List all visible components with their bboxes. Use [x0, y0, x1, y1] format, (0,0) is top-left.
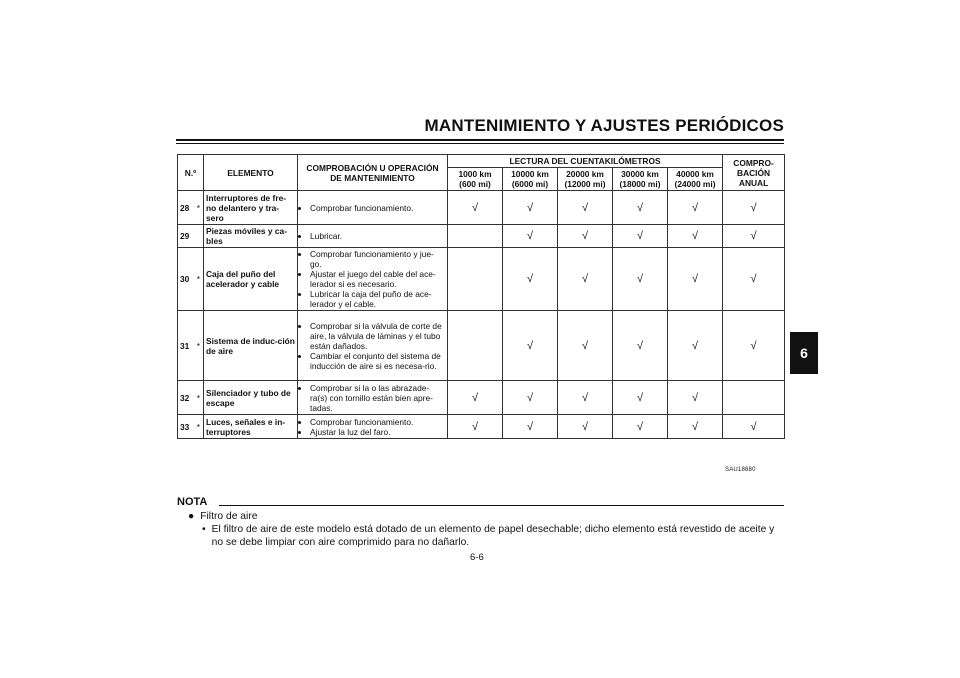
row-operation: [298, 248, 448, 311]
annual-check: √: [723, 415, 785, 439]
interval-check: √: [558, 311, 613, 381]
page-number: 6-6: [470, 552, 484, 563]
maintenance-table: [177, 154, 785, 439]
nota-bullet-2: El filtro de aire de este modelo está dotado de un elemento de papel desechable; dicho elemento está revestido de aceite y no se debe limpiar con aire comprimido para no dañarlo.: [211, 524, 775, 548]
chapter-tab[interactable]: 6: [790, 332, 818, 374]
title-rule: [176, 139, 784, 141]
title-rule-thin: [176, 143, 784, 144]
interval-mi: (18000 mi): [619, 179, 661, 189]
interval-check: √: [613, 191, 668, 225]
row-element: Luces, señales e in-terruptores: [204, 415, 298, 439]
interval-check: √: [503, 225, 558, 248]
interval-check: √: [503, 311, 558, 381]
interval-check: √: [503, 381, 558, 415]
row-number: [178, 381, 204, 415]
header-interval: [668, 168, 723, 191]
interval-km: 10000 km: [511, 169, 549, 179]
interval-check: √: [668, 381, 723, 415]
interval-check: √: [613, 225, 668, 248]
row-number: [178, 225, 204, 248]
interval-check: √: [668, 225, 723, 248]
header-annual: COMPRO-BACIÓN ANUAL: [723, 155, 785, 191]
annual-check: √: [723, 225, 785, 248]
interval-check: √: [448, 415, 503, 439]
nota-rule: [219, 505, 784, 506]
interval-km: 30000 km: [621, 169, 659, 179]
interval-check: √: [503, 248, 558, 311]
row-operation: [298, 415, 448, 439]
interval-check: √: [558, 248, 613, 311]
nota-label: NOTA: [177, 496, 208, 508]
filled-bullet-icon: ●: [188, 511, 195, 522]
row-number-text: 30: [180, 274, 190, 284]
annual-check: √: [723, 311, 785, 381]
interval-check: √: [668, 248, 723, 311]
operation-item: • Comprobar funcionamiento y jue-go.: [310, 249, 445, 269]
interval-check: [448, 248, 503, 311]
interval-mi: (24000 mi): [674, 179, 716, 189]
dealer-service-marker: *: [196, 392, 200, 403]
interval-check: [448, 311, 503, 381]
dealer-service-marker: *: [196, 340, 200, 351]
dealer-service-marker: *: [196, 421, 200, 432]
interval-check: √: [558, 415, 613, 439]
document-code: SAU18680: [725, 467, 756, 473]
interval-check: √: [613, 311, 668, 381]
annual-check: √: [723, 248, 785, 311]
table-row: [178, 225, 785, 248]
interval-check: √: [503, 415, 558, 439]
header-odometer: LECTURA DEL CUENTAKILÓMETROS: [448, 155, 723, 168]
header-interval: [613, 168, 668, 191]
row-number: [178, 191, 204, 225]
row-number: [178, 415, 204, 439]
interval-check: √: [448, 191, 503, 225]
header-interval: [558, 168, 613, 191]
table-row: [178, 248, 785, 311]
row-operation: [298, 191, 448, 225]
operation-item: • Lubricar.: [310, 231, 445, 241]
interval-check: √: [448, 381, 503, 415]
interval-check: √: [613, 415, 668, 439]
interval-check: √: [668, 415, 723, 439]
header-interval: [503, 168, 558, 191]
dot-bullet-icon: •: [202, 524, 206, 535]
interval-check: √: [558, 381, 613, 415]
row-number-text: 32: [180, 392, 190, 403]
table-row: [178, 381, 785, 415]
dealer-service-marker: *: [196, 202, 200, 213]
interval-check: √: [558, 191, 613, 225]
operation-item: • Comprobar funcionamiento.: [310, 417, 445, 427]
interval-km: 40000 km: [676, 169, 714, 179]
interval-mi: (600 mi): [459, 179, 491, 189]
row-operation: [298, 311, 448, 381]
nota-body: [188, 510, 788, 549]
operation-item: • Ajustar el juego del cable del ace-lerador si es necesario.: [310, 269, 445, 289]
interval-mi: (6000 mi): [511, 179, 549, 189]
row-element: Silenciador y tubo de escape: [204, 381, 298, 415]
row-operation: [298, 225, 448, 248]
row-element: Interruptores de fre-no delantero y tra-sero: [204, 191, 298, 225]
row-element: Piezas móviles y ca-bles: [204, 225, 298, 248]
header-element: ELEMENTO: [204, 155, 298, 191]
interval-check: √: [558, 225, 613, 248]
operation-item: • Lubricar la caja del puño de ace-lerador y el cable.: [310, 289, 445, 309]
operation-item: • Comprobar funcionamiento.: [310, 203, 445, 213]
header-interval: [448, 168, 503, 191]
interval-mi: (12000 mi): [564, 179, 606, 189]
operation-item: • Ajustar la luz del faro.: [310, 427, 445, 437]
row-number: [178, 248, 204, 311]
interval-check: [448, 225, 503, 248]
interval-check: √: [668, 311, 723, 381]
table-row: [178, 191, 785, 225]
row-number-text: 33: [180, 421, 190, 432]
row-number-text: 28: [180, 202, 190, 213]
interval-km: 1000 km: [458, 169, 492, 179]
operation-item: • Comprobar si la válvula de corte de aire, la válvula de láminas y el tubo están dañados.: [310, 321, 445, 351]
interval-check: √: [613, 248, 668, 311]
table-row: [178, 311, 785, 381]
interval-check: √: [613, 381, 668, 415]
nota-bullet-1: Filtro de aire: [200, 511, 258, 522]
dealer-service-marker: *: [196, 274, 200, 284]
row-number-text: 29: [180, 231, 190, 241]
annual-check: √: [723, 191, 785, 225]
header-operation: COMPROBACIÓN U OPERACIÓN DE MANTENIMIENTO: [298, 155, 448, 191]
interval-check: √: [668, 191, 723, 225]
page-title: MANTENIMIENTO Y AJUSTES PERIÓDICOS: [424, 116, 784, 135]
annual-check: [723, 381, 785, 415]
interval-check: √: [503, 191, 558, 225]
header-num: N.º: [178, 155, 204, 191]
interval-km: 20000 km: [566, 169, 604, 179]
row-number: [178, 311, 204, 381]
operation-item: • Comprobar si la o las abrazade-ra(s) con tornillo están bien apre-tadas.: [310, 383, 445, 413]
row-element: Caja del puño del acelerador y cable: [204, 248, 298, 311]
row-number-text: 31: [180, 340, 190, 351]
operation-item: • Cambiar el conjunto del sistema de inducción de aire si es necesa-rio.: [310, 351, 445, 371]
row-element: Sistema de induc-ción de aire: [204, 311, 298, 381]
row-operation: [298, 381, 448, 415]
table-row: [178, 415, 785, 439]
